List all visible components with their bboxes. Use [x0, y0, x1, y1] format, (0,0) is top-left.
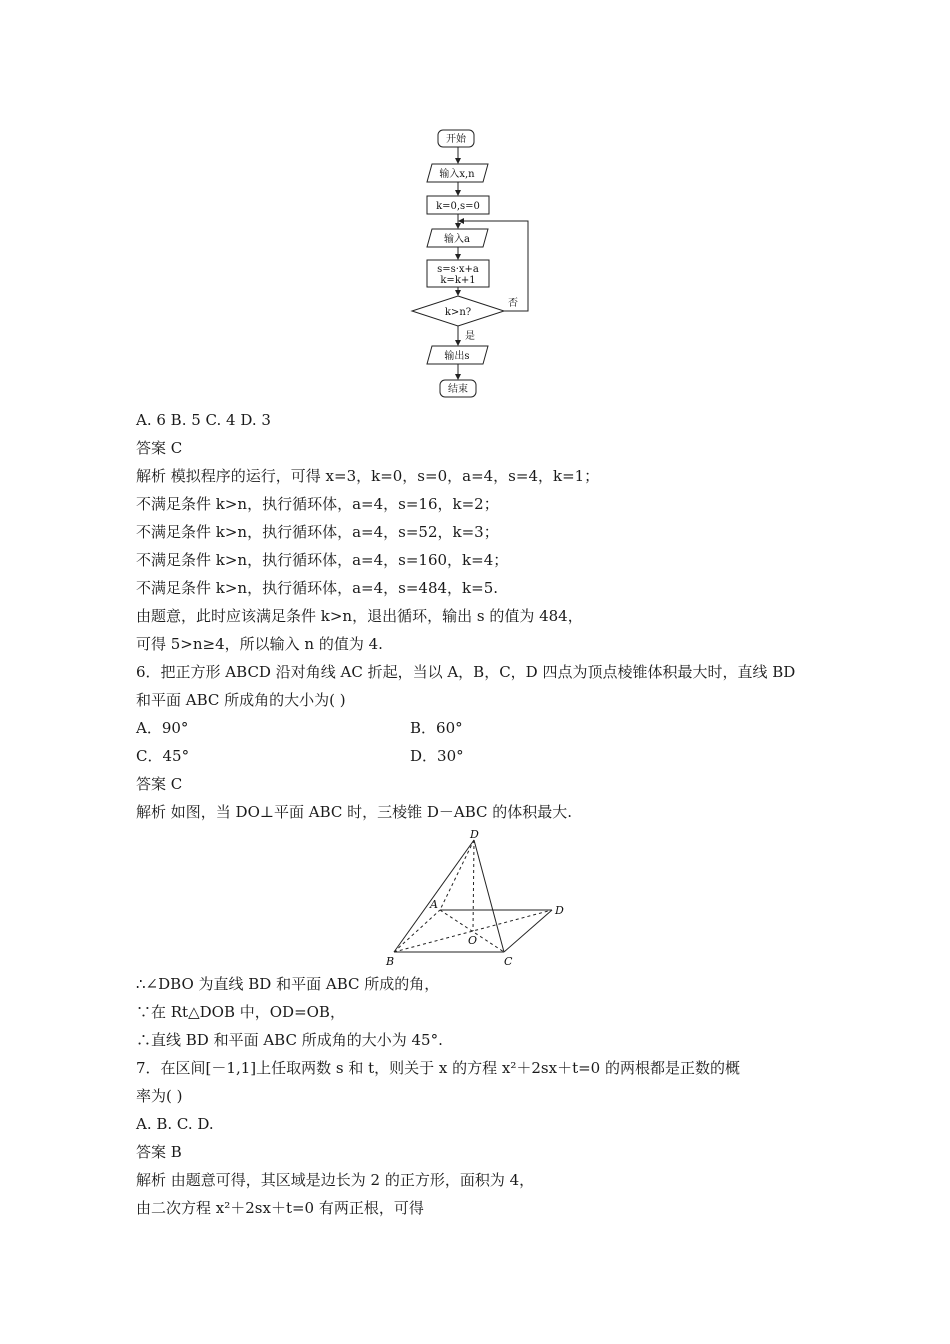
q5-step-1: 解析 模拟程序的运行，可得 x=3，k=0，s=0，a=4，s=4，k=1； — [136, 467, 600, 485]
label-c: C — [504, 955, 513, 968]
output-label: 输出s — [444, 351, 470, 362]
no-label: 否 — [508, 298, 518, 309]
q7-answer: 答案 B — [136, 1143, 182, 1161]
label-o: O — [468, 934, 478, 947]
q7-stem-2: 率为( ) — [136, 1087, 183, 1105]
q6-option-c: C．45° — [136, 747, 190, 765]
q5-step-7: 可得 5>n≥4，所以输入 n 的值为 4. — [136, 635, 383, 653]
end-label: 结束 — [448, 384, 468, 395]
start-label: 开始 — [446, 134, 466, 145]
label-d-right: D — [555, 904, 564, 917]
q7-analysis-2: 由二次方程 x²＋2sx＋t=0 有两正根，可得 — [136, 1199, 424, 1217]
q6-analysis: 解析 如图，当 DO⊥平面 ABC 时，三棱锥 D－ABC 的体积最大. — [136, 803, 573, 821]
input-a-label: 输入a — [444, 234, 470, 245]
init-label: k=0,s=0 — [436, 201, 480, 212]
yes-label: 是 — [465, 331, 475, 342]
input-xn-label: 输入x,n — [439, 169, 475, 180]
q5-step-4: 不满足条件 k>n，执行循环体，a=4，s=160，k=4； — [136, 551, 509, 569]
flowchart — [410, 128, 540, 407]
q6-stem-2: 和平面 ABC 所成角的大小为( ) — [136, 691, 346, 709]
q7-analysis-1: 解析 由题意可得，其区域是边长为 2 的正方形，面积为 4， — [136, 1171, 535, 1189]
q6-option-d: D．30° — [410, 747, 464, 765]
q5-step-2: 不满足条件 k>n，执行循环体，a=4，s=16，k=2； — [136, 495, 499, 513]
label-a: A — [430, 898, 438, 911]
q6-option-b: B．60° — [410, 719, 463, 737]
label-d-top: D — [470, 828, 479, 841]
q6-conclusion-3: ∴直线 BD 和平面 ABC 所成角的大小为 45°. — [136, 1031, 443, 1049]
q5-step-6: 由题意，此时应该满足条件 k>n，退出循环，输出 s 的值为 484， — [136, 607, 583, 625]
q6-stem-1: 6．把正方形 ABCD 沿对角线 AC 折起，当以 A，B，C，D 四点为顶点棱锥体积最大时，直线 BD — [136, 663, 796, 681]
q5-step-3: 不满足条件 k>n，执行循环体，a=4，s=52，k=3； — [136, 523, 499, 541]
q5-options: A. 6 B. 5 C. 4 D. 3 — [136, 411, 271, 429]
q6-conclusion-2: ∵在 Rt△DOB 中，OD=OB， — [136, 1003, 345, 1021]
q7-stem-1: 7．在区间[－1,1]上任取两数 s 和 t，则关于 x 的方程 x²＋2sx＋t=0 的两根都是正数的概 — [136, 1059, 740, 1077]
q5-answer: 答案 C — [136, 439, 183, 457]
q6-conclusion-1: ∴∠DBO 为直线 BD 和平面 ABC 所成的角， — [136, 975, 440, 993]
condition-label: k>n? — [444, 307, 472, 318]
pyramid-figure — [380, 828, 580, 972]
q6-option-a: A．90° — [136, 719, 189, 737]
q5-step-5: 不满足条件 k>n，执行循环体，a=4，s=484，k=5. — [136, 579, 499, 597]
q6-answer: 答案 C — [136, 775, 183, 793]
process-label-1: s=s·x+a — [437, 264, 479, 275]
process-label-2: k=k+1 — [440, 275, 476, 286]
label-b: B — [386, 955, 395, 968]
q7-options: A. B. C. D. — [136, 1115, 214, 1133]
